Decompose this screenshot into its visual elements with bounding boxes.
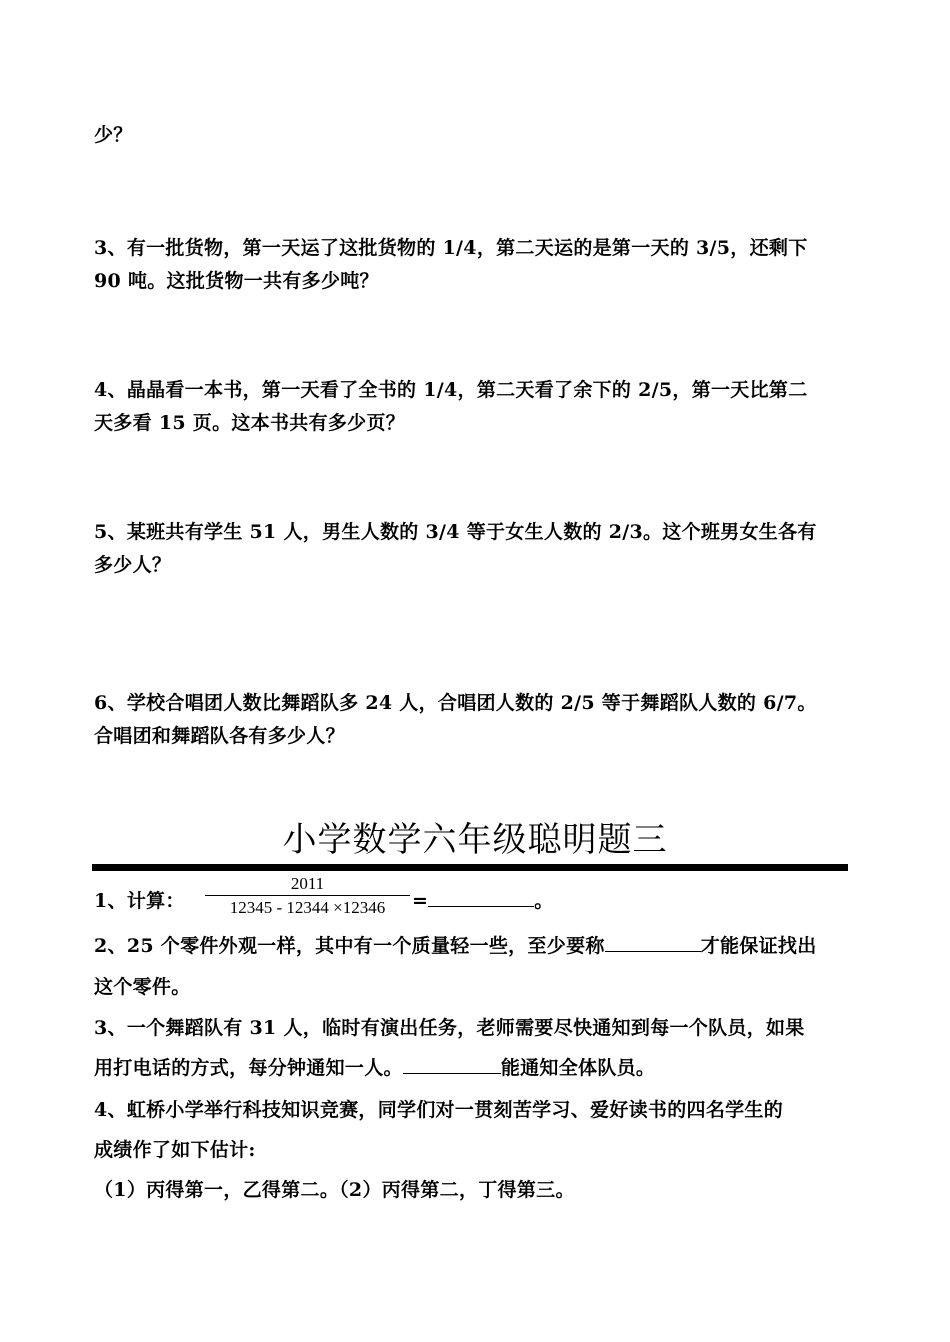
question-4-line-2: 成绩作了如下估计:: [94, 1139, 256, 1161]
problem-2-tail: 少？: [94, 124, 133, 146]
question-2-text-a: 2、25 个零件外观一样，其中有一个质量轻一些，至少要称: [94, 935, 605, 957]
question-3-text-b: 能通知全体队员。: [500, 1057, 656, 1079]
problem-5-line-2: 多少人？: [94, 554, 172, 576]
problem-5-line-1: 5、某班共有学生 51 人，男生人数的 3/4 等于女生人数的 2/3。这个班男女生各有: [94, 521, 817, 543]
problem-3-line-1: 3、有一批货物，第一天运了这批货物的 1/4，第二天运的是第一天的 3/5，还剩下: [94, 237, 808, 259]
question-2-line-2: 这个零件。: [94, 976, 191, 998]
question-1-prefix: 1、计算：: [94, 890, 185, 912]
question-2-line-1: [94, 931, 817, 958]
problem-4-line-2: 天多看 15 页。这本书共有多少页？: [94, 412, 406, 434]
fraction-denominator: 12345 - 12344 ×12346: [229, 898, 386, 917]
question-1-answer: [412, 886, 554, 913]
question-3-line-1: 3、一个舞蹈队有 31 人，临时有演出任务，老师需要尽快通知到每一个队员，如果: [94, 1017, 805, 1039]
problem-4-line-1: 4、晶晶看一本书，第一天看了全书的 1/4，第二天看了余下的 2/5，第一天比第二: [94, 379, 808, 401]
fraction-bar: [205, 895, 410, 896]
section-title: 小学数学六年级聪明题三: [282, 820, 668, 860]
answer-blank: [605, 950, 701, 952]
answer-blank: [428, 905, 534, 907]
question-2-text-b: 才能保证找出: [700, 935, 817, 957]
problem-6-line-2: 合唱团和舞蹈队各有多少人？: [94, 725, 345, 747]
question-1-end: 。: [534, 890, 554, 912]
fraction-expression: [205, 874, 410, 918]
question-3-line-2: [94, 1053, 655, 1080]
fraction-numerator: 2011: [290, 874, 325, 893]
problem-6-line-1: 6、学校合唱团人数比舞蹈队多 24 人，合唱团人数的 2/5 等于舞蹈队人数的 6/7。: [94, 692, 817, 714]
problem-3-line-2: 90 吨。这批货物一共有多少吨？: [94, 270, 379, 292]
equals-sign: =: [412, 890, 429, 912]
answer-blank: [403, 1072, 501, 1074]
question-3-text-a: 用打电话的方式，每分钟通知一人。: [94, 1057, 403, 1079]
question-4-line-1: 4、虹桥小学举行科技知识竞赛，同学们对一贯刻苦学习、爱好读书的四名学生的: [94, 1099, 784, 1121]
title-divider: [92, 864, 848, 871]
question-4-line-3: （1）丙得第一，乙得第二。（2）丙得第二，丁得第三。: [94, 1179, 575, 1201]
